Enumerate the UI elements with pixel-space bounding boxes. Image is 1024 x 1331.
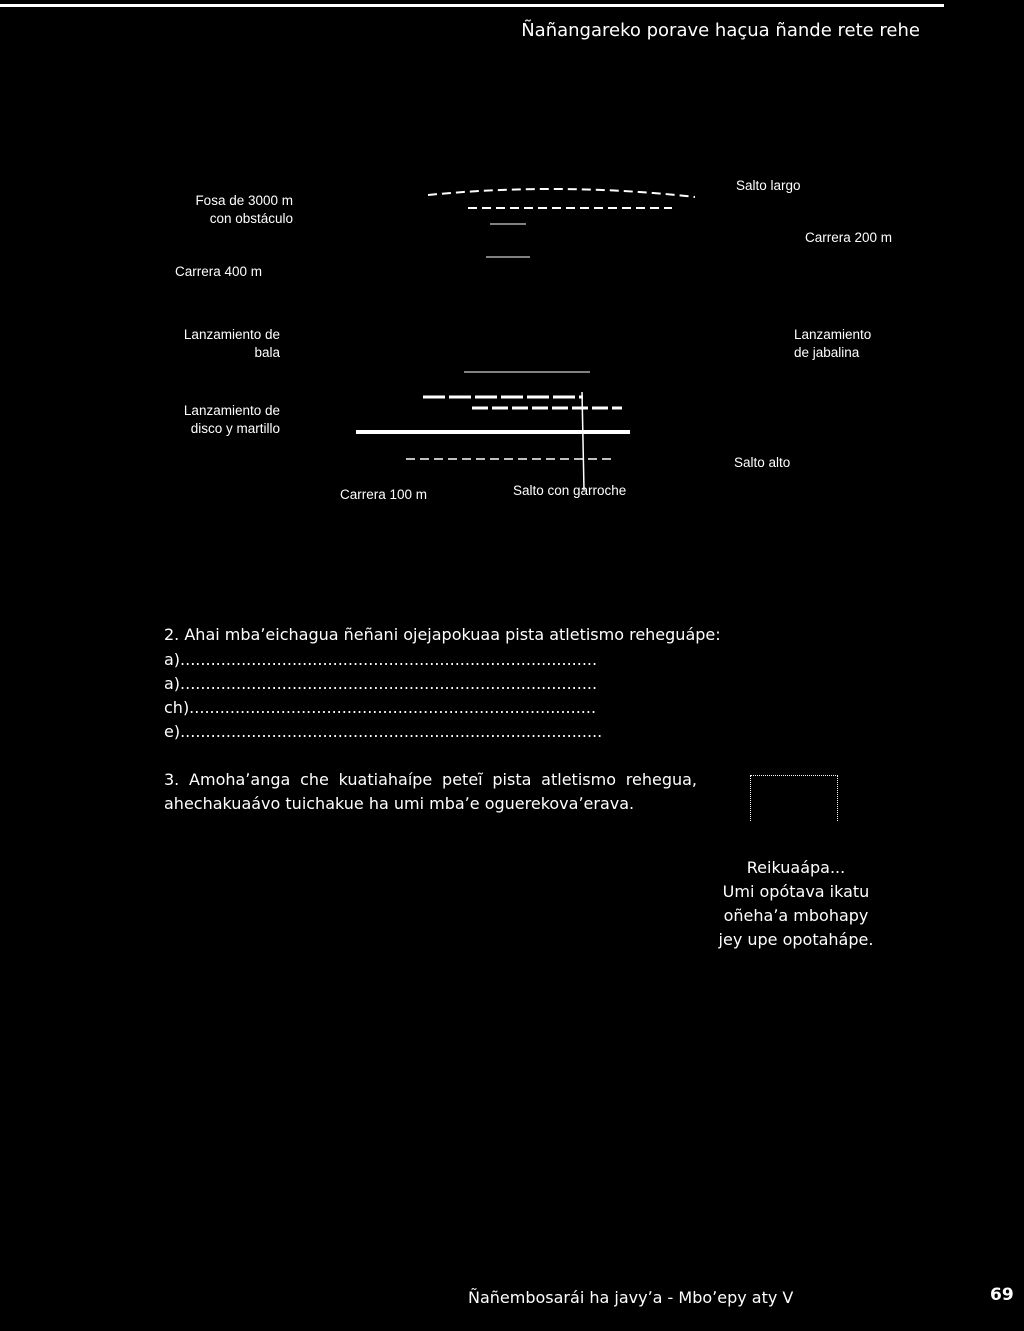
top-dashed-arc-outer [428,189,695,197]
label-fosa: Fosa de 3000 m con obstáculo [195,193,293,226]
label-salto-largo: Salto largo [736,178,801,193]
label-salto-alto: Salto alto [734,455,791,470]
answer-line[interactable]: a).................................................................................. [164,650,598,669]
reminder-line: oñehaʼa mbohapy [723,906,869,925]
reminder-line: jey upe opotahápe. [718,930,874,949]
answer-line[interactable]: ch)................................................................................ [164,698,597,717]
track-diagram [0,0,1024,520]
label-carrera-200: Carrera 200 m [805,230,893,245]
drawing-box[interactable] [750,775,838,821]
reminder-line: Umi opótava ikatu [722,882,870,901]
answer-line[interactable]: a).................................................................................. [164,674,598,693]
page-header-title: Ñañangareko porave haçua ñande rete rehe [521,20,920,41]
answer-line[interactable]: e)................................................................................... [164,722,603,741]
track-lines [0,0,1024,520]
label-bala: Lanzamiento de bala [183,327,280,360]
question-2: 2. Ahai mbaʼeichagua ñeñani ojejapokuaa pista atletismo reheguápe: [164,625,721,644]
label-jabalina: Lanzamiento de jabalina [794,327,872,360]
label-carrera-100: Carrera 100 m [340,487,428,502]
reminder-box [696,856,896,952]
footer-text: Ñañembosarái ha javyʼa - Mboʼepy aty V [468,1288,794,1307]
label-carrera-400: Carrera 400 m [175,264,263,279]
label-garroche: Salto con garroche [513,483,627,498]
question-3: 3. Amohaʼanga che kuatiahaípe peteĩ pista atletismo rehegua, ahechakuaávo tuichakue ha umi mbaʼe oguerekovaʼerava. [164,770,697,813]
label-disco: Lanzamiento de disco y martillo [183,403,280,436]
reminder-line: Reikuaápa... [746,858,846,877]
page-number: 69 [990,1285,1014,1305]
